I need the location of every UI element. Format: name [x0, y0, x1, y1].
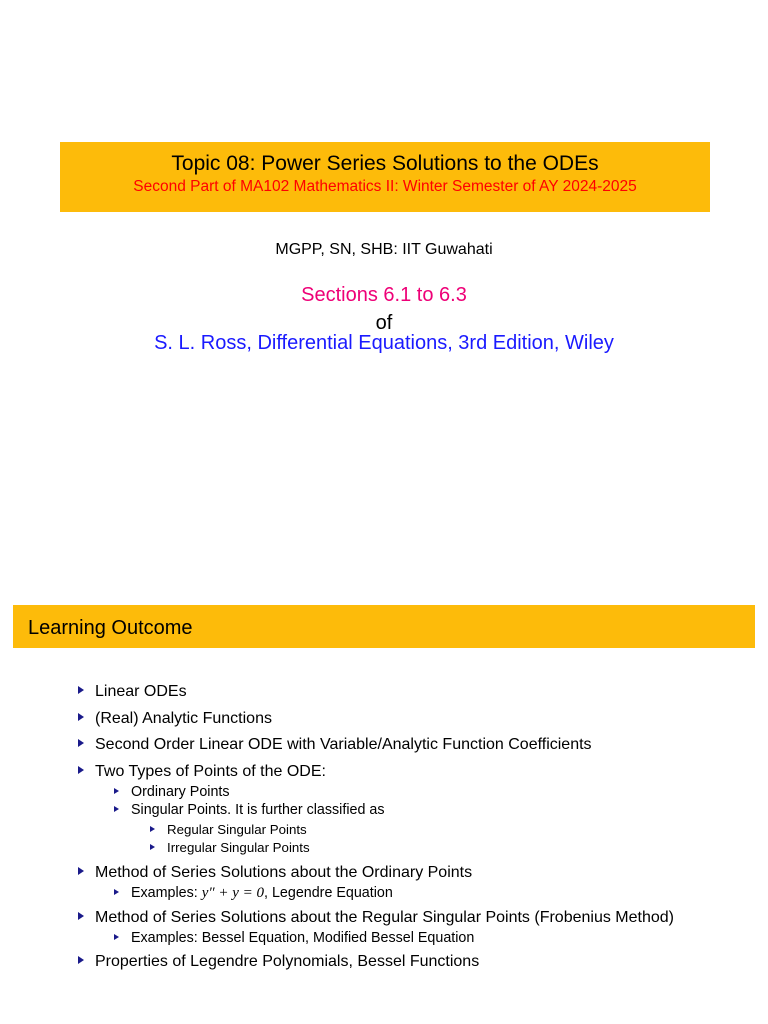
bullet-triangle-icon: [78, 713, 84, 721]
bullet-triangle-icon: [78, 867, 84, 875]
sub-sub-list-item: [150, 821, 758, 840]
list-item-text: Method of Series Solutions about the Ordinary Points: [95, 864, 473, 881]
list-item-text: Two Types of Points of the ODE:: [95, 762, 326, 780]
list-item: [78, 761, 758, 858]
sub-sub-list: [131, 819, 758, 858]
author-line: MGPP, SN, SHB: IIT Guwahati: [275, 241, 493, 258]
list-item-text: Linear ODEs: [95, 683, 187, 700]
bullet-triangle-icon: [114, 934, 119, 940]
sub-list-item: [114, 884, 758, 902]
list-item: [78, 734, 758, 756]
sub-list: [95, 884, 758, 902]
bullet-triangle-icon: [114, 889, 119, 895]
sub-list-item: [114, 929, 758, 947]
sub-list-item-text: Ordinary Points: [131, 783, 230, 800]
sections-reference: Sections 6.1 to 6.3: [301, 284, 467, 306]
sub-sub-list-item: [150, 839, 758, 858]
list-item: [78, 862, 758, 902]
sub-list: [95, 783, 758, 858]
bullet-triangle-icon: [150, 844, 155, 850]
learning-outcome-header: Learning Outcome: [13, 605, 755, 648]
title-box: [60, 142, 710, 212]
list-item: [78, 907, 758, 947]
bullet-triangle-icon: [78, 739, 84, 747]
equation: y″ + y = 0: [201, 885, 265, 901]
sub-list-item: [114, 783, 758, 801]
bullet-triangle-icon: [78, 956, 84, 964]
list-item: [78, 708, 758, 730]
list-item-text: Properties of Legendre Polynomials, Bessel Functions: [95, 953, 480, 970]
book-reference: S. L. Ross, Differential Equations, 3rd Edition, Wiley: [154, 332, 614, 354]
list-item: [78, 681, 758, 703]
list-item-text: (Real) Analytic Functions: [95, 709, 272, 727]
bullet-triangle-icon: [78, 912, 84, 920]
of-connector: of: [375, 312, 393, 334]
slide-title: Topic 08: Power Series Solutions to the ODEs: [171, 152, 599, 175]
bullet-triangle-icon: [114, 788, 119, 794]
list-item-text: Second Order Linear ODE with Variable/Analytic Function Coefficients: [95, 736, 592, 753]
sub-sub-list-item-text: Irregular Singular Points: [167, 840, 310, 855]
examples-prefix: Examples:: [131, 885, 202, 901]
examples-suffix: , Legendre Equation: [264, 885, 393, 901]
list-item: [78, 951, 758, 973]
bullet-triangle-icon: [114, 806, 119, 812]
sub-list-item-text: Examples: Bessel Equation, Modified Bessel Equation: [131, 929, 475, 946]
sub-sub-list-item-text: Regular Singular Points: [167, 821, 307, 837]
bullet-triangle-icon: [78, 766, 84, 774]
bullet-triangle-icon: [150, 826, 155, 832]
bullet-triangle-icon: [78, 686, 84, 694]
learning-outcome-list: [78, 681, 758, 978]
sub-list-item: [114, 801, 758, 858]
list-item-text: Method of Series Solutions about the Regular Singular Points (Frobenius Method): [95, 908, 674, 926]
sub-list: [95, 929, 758, 947]
slide-subtitle: Second Part of MA102 Mathematics II: Winter Semester of AY 2024-2025: [133, 178, 637, 195]
sub-list-item-text: Singular Points. It is further classified as: [131, 801, 385, 818]
